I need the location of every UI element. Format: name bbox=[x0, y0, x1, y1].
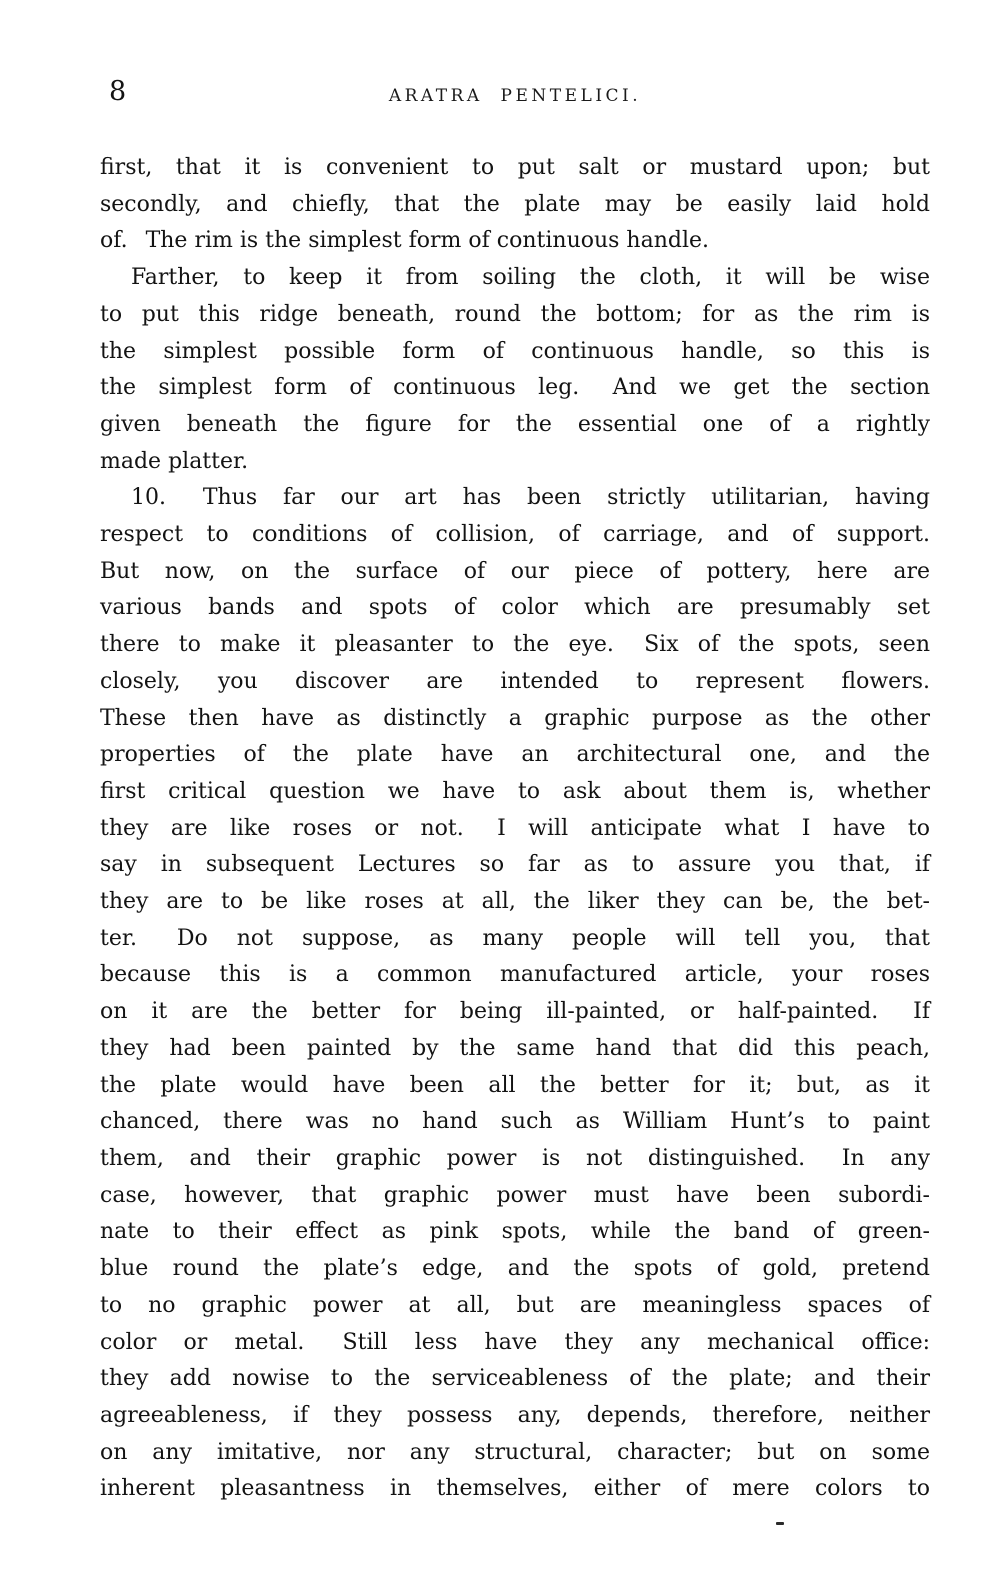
text-line: agreeableness, if they possess any, depends, therefore, neither bbox=[100, 1402, 930, 1428]
text-line: they are like roses or not. I will anticipate what I have to bbox=[100, 815, 930, 841]
text-line: given beneath the figure for the essential one of a rightly bbox=[100, 411, 930, 437]
running-header: ARATRA PENTELICI. bbox=[388, 86, 642, 106]
text-line: of. The rim is the simplest form of continuous handle. bbox=[100, 228, 710, 254]
text-line: on any imitative, nor any structural, character; but on some bbox=[100, 1439, 930, 1465]
page-body bbox=[100, 150, 930, 1508]
page-number: 8 bbox=[109, 76, 127, 107]
text-line: various bands and spots of color which are presumably set bbox=[100, 595, 930, 621]
text-line: properties of the plate have an architectural one, and the bbox=[100, 742, 930, 768]
text-line: them, and their graphic power is not distinguished. In any bbox=[100, 1145, 930, 1171]
text-line: inherent pleasantness in themselves, either of mere colors to bbox=[100, 1476, 930, 1502]
text-line: because this is a common manufactured article, your roses bbox=[100, 962, 930, 988]
text-line: on it are the better for being ill-painted, or half-painted. If bbox=[100, 999, 930, 1025]
text-line: blue round the plate’s edge, and the spots of gold, pretend bbox=[100, 1256, 930, 1282]
text-line: to put this ridge beneath, round the bottom; for as the rim is bbox=[100, 301, 930, 327]
text-line: the plate would have been all the better for it; but, as it bbox=[100, 1072, 930, 1098]
ink-speck-artifact bbox=[776, 1522, 784, 1525]
text-line: they had been painted by the same hand that did this peach, bbox=[100, 1035, 930, 1061]
text-line: there to make it pleasanter to the eye. Six of the spots, seen bbox=[100, 632, 930, 658]
text-line: respect to conditions of collision, of carriage, and of support. bbox=[100, 522, 930, 548]
text-line: chanced, there was no hand such as William Hunt’s to paint bbox=[100, 1109, 930, 1135]
text-line: ter. Do not suppose, as many people will tell you, that bbox=[100, 925, 930, 951]
text-line: made platter. bbox=[100, 448, 249, 474]
text-line: they are to be like roses at all, the liker they can be, the bet- bbox=[100, 889, 930, 915]
text-line: Farther, to keep it from soiling the cloth, it will be wise bbox=[131, 265, 930, 291]
text-line: case, however, that graphic power must have been subordi- bbox=[100, 1182, 930, 1208]
text-line: 10. Thus far our art has been strictly utilitarian, having bbox=[131, 485, 930, 511]
text-line: secondly, and chiefly, that the plate may be easily laid hold bbox=[100, 191, 930, 217]
text-line: the simplest possible form of continuous handle, so this is bbox=[100, 338, 930, 364]
text-line: the simplest form of continuous leg. And we get the section bbox=[100, 375, 930, 401]
text-line: first critical question we have to ask about them is, whether bbox=[100, 778, 930, 804]
text-line: they add nowise to the serviceableness of the plate; and their bbox=[100, 1366, 930, 1392]
text-line: say in subsequent Lectures so far as to assure you that, if bbox=[100, 852, 930, 878]
text-line: But now, on the surface of our piece of pottery, here are bbox=[100, 558, 930, 584]
text-line: color or metal. Still less have they any mechanical office: bbox=[100, 1329, 930, 1355]
text-line: first, that it is convenient to put salt or mustard upon; but bbox=[100, 155, 930, 180]
text-line: nate to their effect as pink spots, while the band of green- bbox=[100, 1219, 930, 1245]
text-line: closely, you discover are intended to represent flowers. bbox=[100, 668, 930, 694]
text-line: to no graphic power at all, but are meaningless spaces of bbox=[100, 1292, 930, 1318]
text-line: These then have as distinctly a graphic purpose as the other bbox=[100, 705, 930, 731]
